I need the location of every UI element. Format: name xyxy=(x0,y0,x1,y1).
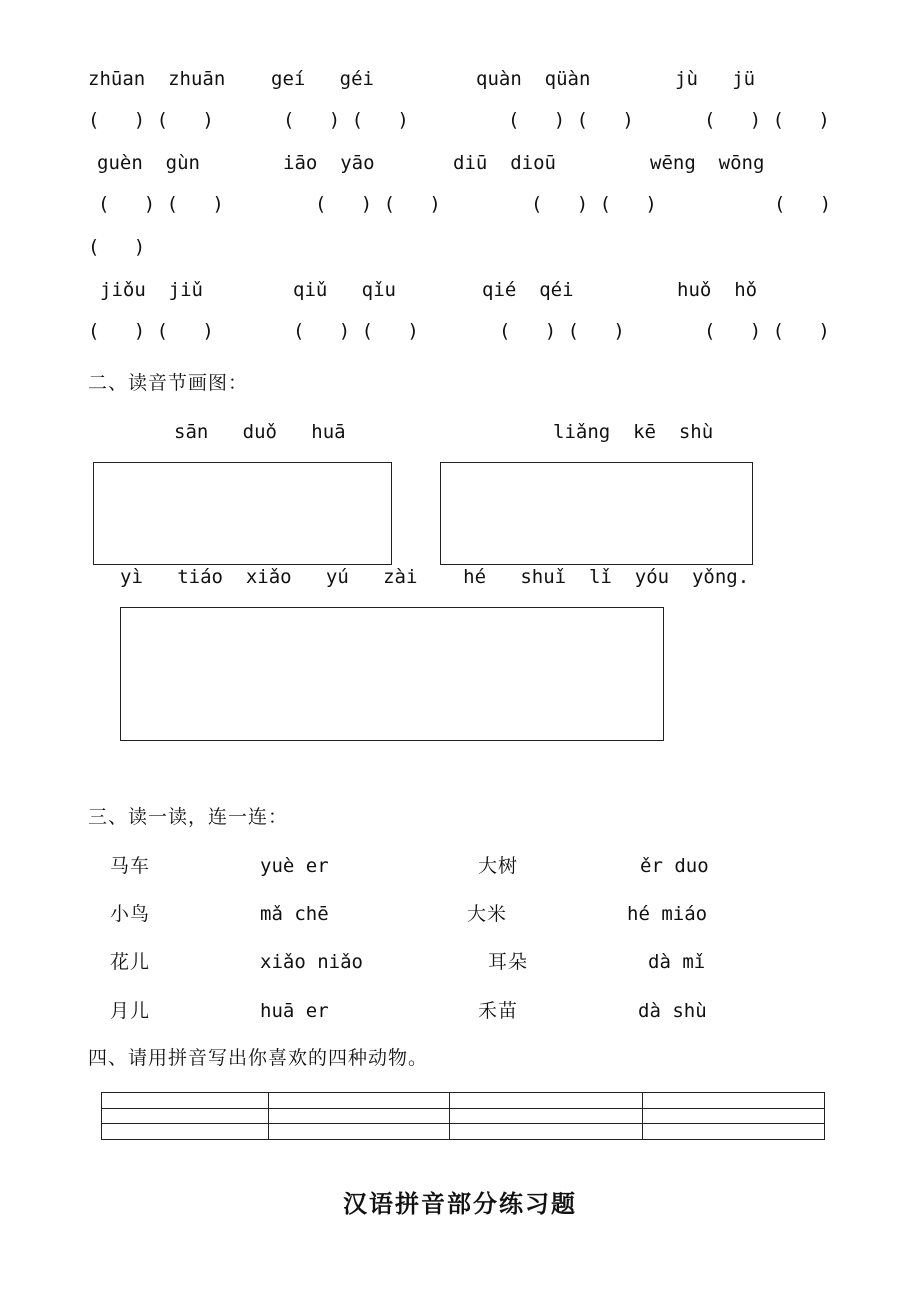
answer-blank[interactable]: ( ) xyxy=(774,193,832,215)
match-pinyin[interactable]: dà mǐ xyxy=(648,951,706,973)
answer-blank[interactable]: ( ) ( ) xyxy=(283,109,409,131)
drawing-box[interactable] xyxy=(93,462,392,565)
match-pinyin[interactable]: yuè er xyxy=(260,855,329,877)
pinyin-pair: quàn qüàn xyxy=(476,68,591,90)
answer-blank[interactable]: ( ) ( ) xyxy=(499,320,625,342)
match-word[interactable]: 大米 xyxy=(467,903,508,925)
drawing-box[interactable] xyxy=(440,462,753,565)
match-pinyin[interactable]: mǎ chē xyxy=(260,903,329,925)
pinyin-pair: qié qéi xyxy=(482,279,574,301)
answer-table xyxy=(101,1092,825,1140)
match-pinyin[interactable]: dà shù xyxy=(638,1000,707,1022)
pinyin-pair: iāo yāo xyxy=(283,152,375,174)
answer-blank[interactable]: ( ) ( ) xyxy=(98,193,224,215)
section-heading: 四、请用拼音写出你喜欢的四种动物。 xyxy=(88,1047,429,1069)
answer-cell[interactable] xyxy=(449,1093,643,1109)
pinyin-pair: jù jü xyxy=(675,68,756,90)
answer-cell[interactable] xyxy=(102,1108,269,1124)
answer-blank[interactable]: ( ) ( ) xyxy=(88,320,214,342)
pinyin-pair: jiǒu jiǔ xyxy=(100,279,203,301)
match-word[interactable]: 禾苗 xyxy=(478,1000,519,1022)
phrase-pinyin: sān duǒ huā xyxy=(174,421,346,443)
match-word[interactable]: 月儿 xyxy=(110,1000,151,1022)
section-heading: 二、读音节画图： xyxy=(88,372,249,394)
answer-cell[interactable] xyxy=(643,1093,825,1109)
pinyin-pair: wēng wōng xyxy=(650,152,765,174)
drawing-box[interactable] xyxy=(120,607,664,741)
answer-blank[interactable]: ( ) ( ) xyxy=(88,109,214,131)
answer-blank[interactable]: ( ) ( ) xyxy=(293,320,419,342)
match-word[interactable]: 马车 xyxy=(110,855,151,877)
pinyin-pair: guèn gùn xyxy=(97,152,200,174)
answer-cell[interactable] xyxy=(268,1093,449,1109)
match-word[interactable]: 耳朵 xyxy=(488,951,529,973)
section-heading: 三、读一读，连一连： xyxy=(88,806,289,828)
answer-blank[interactable]: ( ) xyxy=(88,236,146,258)
match-word[interactable]: 花儿 xyxy=(110,951,151,973)
answer-blank[interactable]: ( ) ( ) xyxy=(508,109,634,131)
answer-cell[interactable] xyxy=(102,1093,269,1109)
phrase-pinyin: liǎng kē shù xyxy=(553,421,714,443)
match-word[interactable]: 大树 xyxy=(478,855,519,877)
answer-blank[interactable]: ( ) ( ) xyxy=(704,320,830,342)
answer-cell[interactable] xyxy=(268,1108,449,1124)
answer-blank[interactable]: ( ) ( ) xyxy=(704,109,830,131)
match-pinyin[interactable]: huā er xyxy=(260,1000,329,1022)
pinyin-pair: geí géi xyxy=(271,68,374,90)
answer-cell[interactable] xyxy=(643,1108,825,1124)
match-pinyin[interactable]: xiǎo niǎo xyxy=(260,951,363,973)
answer-cell[interactable] xyxy=(268,1124,449,1140)
pinyin-pair: qiǔ qǐu xyxy=(293,279,396,301)
page-title: 汉语拼音部分练习题 xyxy=(343,1189,577,1218)
match-pinyin[interactable]: hé miáo xyxy=(627,903,708,925)
match-pinyin[interactable]: ěr duo xyxy=(640,855,709,877)
match-word[interactable]: 小鸟 xyxy=(110,903,151,925)
pinyin-pair: huǒ hǒ xyxy=(677,279,758,301)
answer-blank[interactable]: ( ) ( ) xyxy=(531,193,657,215)
answer-cell[interactable] xyxy=(449,1108,643,1124)
answer-cell[interactable] xyxy=(102,1124,269,1140)
pinyin-pair: zhūan zhuān xyxy=(88,68,226,90)
pinyin-pair: diū dioū xyxy=(453,152,556,174)
answer-cell[interactable] xyxy=(449,1124,643,1140)
answer-cell[interactable] xyxy=(643,1124,825,1140)
answer-blank[interactable]: ( ) ( ) xyxy=(315,193,441,215)
phrase-pinyin: yì tiáo xiǎo yú zài hé shuǐ lǐ yóu yǒng. xyxy=(120,566,750,588)
